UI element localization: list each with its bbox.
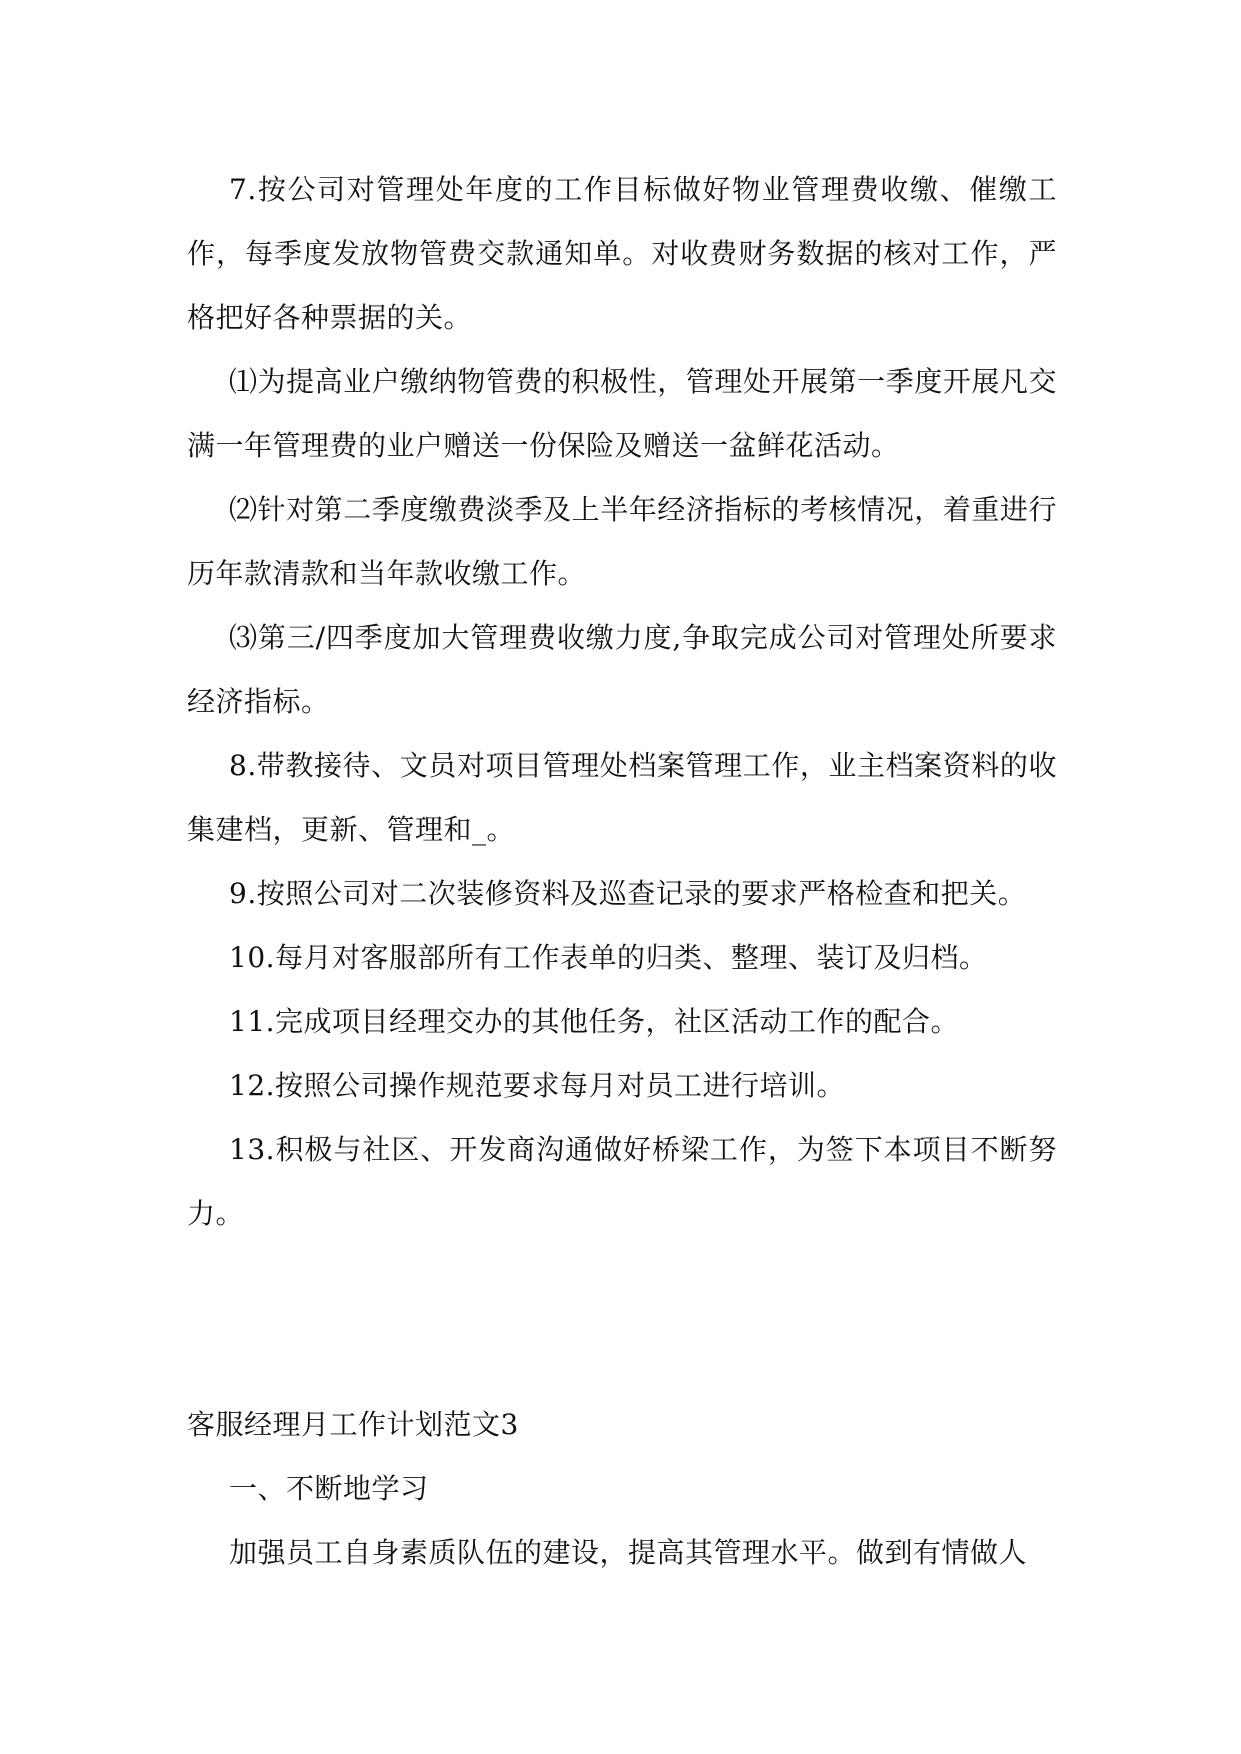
paragraph-item-7: 7.按公司对管理处年度的工作目标做好物业管理费收缴、催缴工作，每季度发放物管费交款通知单。对收费财务数据的核对工作，严格把好各种票据的关。 [187, 173, 1057, 334]
paragraph-item-8: 8.带教接待、文员对项目管理处档案管理工作，业主档案资料的收集建档，更新、管理和_。 [187, 749, 1057, 846]
paragraph-subitem-3: ⑶第三/四季度加大管理费收缴力度,争取完成公司对管理处所要求经济指标。 [187, 621, 1057, 718]
paragraph-item-9: 9.按照公司对二次装修资料及巡查记录的要求严格检查和把关。 [229, 877, 1027, 910]
section-paragraph: 加强员工自身素质队伍的建设，提高其管理水平。做到有情做人 [229, 1536, 1028, 1569]
section-title: 客服经理月工作计划范文3 [187, 1408, 519, 1441]
paragraph-item-13: 13.积极与社区、开发商沟通做好桥梁工作，为签下本项目不断努力。 [187, 1133, 1057, 1230]
paragraph-subitem-1: ⑴为提高业户缴纳物管费的积极性，管理处开展第一季度开展凡交满一年管理费的业户赠送一份保险及赠送一盆鲜花活动。 [187, 365, 1057, 462]
document-body [187, 158, 1057, 1246]
paragraph-item-10: 10.每月对客服部所有工作表单的归类、整理、装订及归档。 [229, 941, 988, 974]
section-body [187, 1457, 1057, 1585]
paragraph-item-11: 11.完成项目经理交办的其他任务，社区活动工作的配合。 [229, 1005, 960, 1038]
paragraph-item-12: 12.按照公司操作规范要求每月对员工进行培训。 [229, 1069, 846, 1102]
paragraph-subitem-2: ⑵针对第二季度缴费淡季及上半年经济指标的考核情况，着重进行历年款清款和当年款收缴工作。 [187, 493, 1057, 590]
section-subheading: 一、不断地学习 [229, 1472, 429, 1505]
